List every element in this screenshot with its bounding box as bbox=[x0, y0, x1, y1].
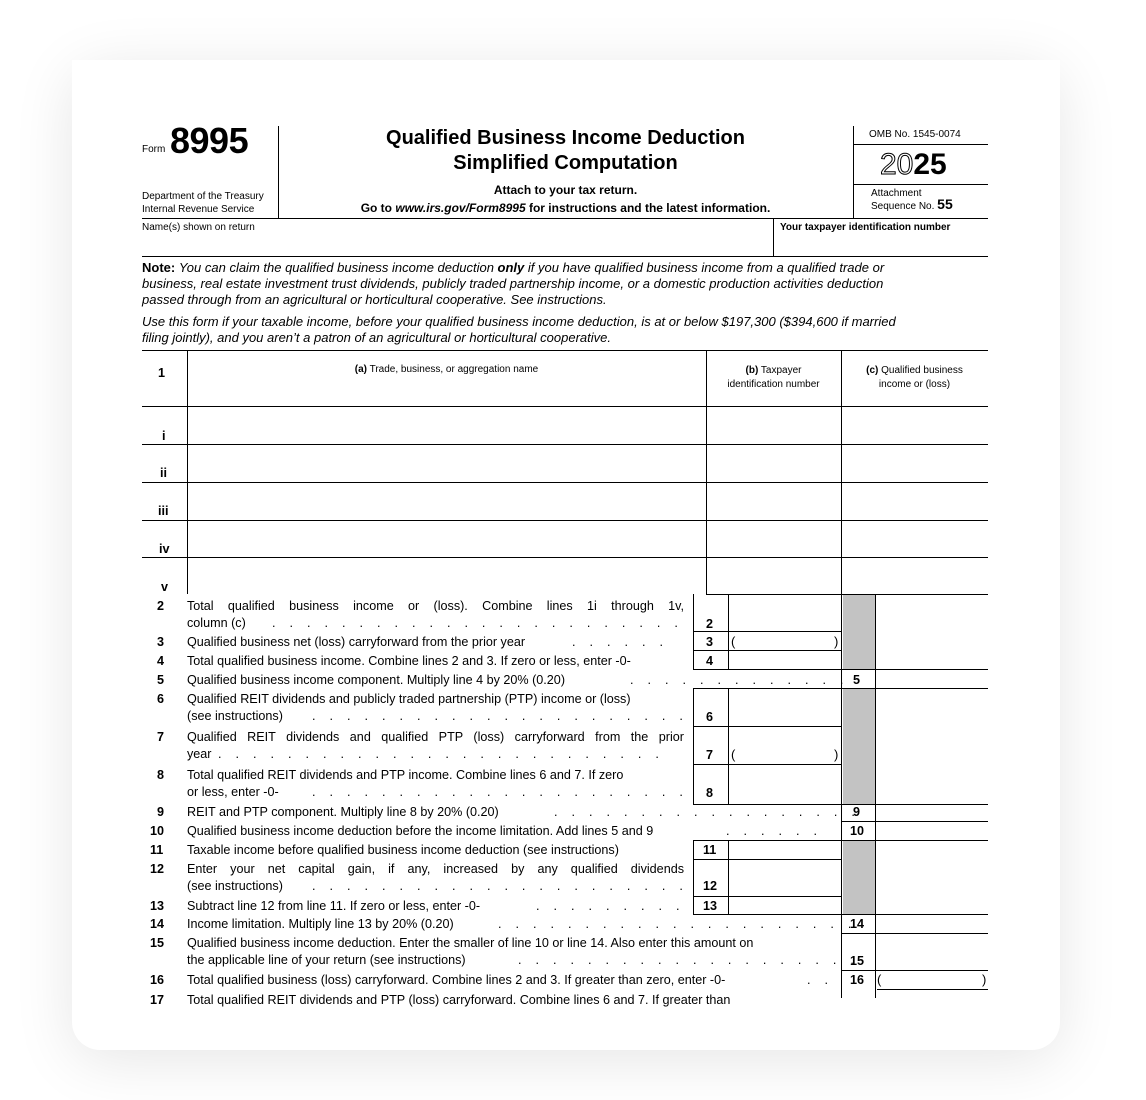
line-7-input[interactable] bbox=[738, 728, 832, 764]
row-v-income[interactable] bbox=[843, 559, 986, 594]
line-13-text: Subtract line 12 from line 11. If zero or less, enter -0- bbox=[187, 899, 481, 913]
line-14-input[interactable] bbox=[877, 916, 986, 932]
line-7-leader: . . . . . . . . . . . . . . . . . . . . . . . . . . bbox=[218, 747, 659, 761]
use-form-b: filing jointly), and you aren’t a patron of an agricultural or horticultural cooperative. bbox=[142, 330, 611, 345]
year-bold: 25 bbox=[913, 148, 947, 181]
line-15-box-label: 15 bbox=[850, 954, 865, 968]
line-9-input[interactable] bbox=[877, 805, 986, 821]
note-bold: Note: bbox=[142, 260, 176, 275]
dept-treasury: Department of the Treasury bbox=[142, 191, 264, 202]
line-3-text: Qualified business net (loss) carryforward from the prior year bbox=[187, 635, 526, 649]
line-15-text-2: the applicable line of your return (see instructions) bbox=[187, 953, 466, 967]
line-10-text: Qualified business income deduction before the income limitation. Add lines 5 and 9 bbox=[187, 824, 654, 838]
line-12-text-2: (see instructions) bbox=[187, 879, 283, 893]
row-i-income[interactable] bbox=[843, 408, 986, 444]
line-3-close-paren: ) bbox=[834, 634, 839, 649]
line-12-input[interactable] bbox=[730, 861, 839, 895]
line-5-number: 5 bbox=[157, 673, 165, 687]
line-7-number: 7 bbox=[157, 730, 165, 744]
note-only: only bbox=[497, 260, 525, 275]
row-label-iv: iv bbox=[159, 542, 170, 556]
row-v-name[interactable] bbox=[189, 559, 704, 594]
line-8-leader: . . . . . . . . . . . . . . . . . . . . . . bbox=[312, 785, 683, 799]
line-14-box-label: 14 bbox=[850, 917, 865, 931]
names-label: Name(s) shown on return bbox=[142, 222, 255, 233]
line-11-number: 11 bbox=[150, 843, 164, 857]
line-6-input[interactable] bbox=[730, 690, 839, 725]
row-label-ii: ii bbox=[160, 466, 167, 480]
line-9-leader: . . . . . . . . . . . . . . . . . . bbox=[554, 805, 855, 819]
title-line-2: Simplified Computation bbox=[453, 152, 678, 174]
line-2-leader: . . . . . . . . . . . . . . . . . . . . . . . . bbox=[272, 616, 678, 630]
row-iv-income[interactable] bbox=[843, 522, 986, 557]
line-17-text: Total qualified REIT dividends and PTP (loss) carryforward. Combine lines 6 and 7. If greater than bbox=[187, 993, 731, 1007]
line-4-input[interactable] bbox=[730, 652, 839, 669]
row-ii-name[interactable] bbox=[189, 446, 704, 482]
line-3-open-paren: ( bbox=[731, 634, 736, 649]
row-iv-tin[interactable] bbox=[708, 522, 839, 557]
tin-label: Your taxpayer identification number bbox=[780, 222, 951, 233]
line-17-number: 17 bbox=[150, 993, 165, 1007]
line-2-text-1: Total qualified business income or (loss). Combine lines 1i through 1v, bbox=[187, 599, 684, 613]
line-8-box-label: 8 bbox=[706, 786, 714, 800]
line-3-box-label: 3 bbox=[706, 635, 714, 649]
row-ii-income[interactable] bbox=[843, 446, 986, 482]
line-9-box-label: 9 bbox=[853, 805, 861, 819]
line-10-number: 10 bbox=[150, 824, 165, 838]
line-13-number: 13 bbox=[150, 899, 165, 913]
note-paragraph bbox=[142, 260, 988, 308]
row-iii-income[interactable] bbox=[843, 484, 986, 520]
use-form-a: Use this form if your taxable income, before your qualified business income deduction, is at or below $197,300 ($394,600 if married bbox=[142, 314, 896, 329]
line-15-text-1: Qualified business income deduction. Enter the smaller of line 10 or line 14. Also enter this amount on bbox=[187, 936, 754, 950]
form-word: Form bbox=[142, 144, 166, 155]
sequence-label: Sequence No. bbox=[871, 201, 935, 212]
line-10-input[interactable] bbox=[877, 823, 986, 839]
note-text-a: You can claim the qualified business income deduction bbox=[178, 260, 498, 275]
line-1-number: 1 bbox=[158, 366, 166, 380]
tin-field[interactable] bbox=[778, 235, 986, 255]
line-9-number: 9 bbox=[157, 805, 165, 819]
attach-instruction: Attach to your tax return. bbox=[493, 183, 638, 197]
line-13-leader: . . . . . . . . . bbox=[536, 899, 680, 913]
row-label-v: v bbox=[161, 580, 169, 594]
line-2-number: 2 bbox=[157, 599, 165, 613]
line-6-number: 6 bbox=[157, 692, 165, 706]
use-form-paragraph bbox=[142, 314, 988, 346]
line-5-box-label: 5 bbox=[853, 673, 861, 687]
line-5-text: Qualified business income component. Multiply line 4 by 20% (0.20) bbox=[187, 673, 566, 687]
line-2-text-2: column (c) bbox=[187, 616, 246, 630]
line-14-number: 14 bbox=[150, 917, 165, 931]
shade-block-3 bbox=[843, 840, 875, 914]
line-3-number: 3 bbox=[157, 635, 165, 649]
line-8-text-1: Total qualified REIT dividends and PTP income. Combine lines 6 and 7. If zero bbox=[187, 768, 624, 782]
line-3-leader: . . . . . . bbox=[572, 635, 663, 649]
line-7-box-label: 7 bbox=[706, 748, 714, 762]
attachment-sequence bbox=[871, 188, 953, 212]
line-16-text: Total qualified business (loss) carryforward. Combine lines 2 and 3. If greater than zero, enter -0- bbox=[187, 973, 726, 987]
line-10-box-label: 10 bbox=[850, 824, 865, 838]
title-line-1: Qualified Business Income Deduction bbox=[386, 127, 745, 149]
tax-year bbox=[880, 148, 947, 182]
line-11-input[interactable] bbox=[730, 842, 839, 859]
form-page bbox=[72, 60, 1060, 1007]
row-iii-name[interactable] bbox=[189, 484, 704, 520]
line-6-text-2: (see instructions) bbox=[187, 709, 283, 723]
row-label-iii: iii bbox=[158, 504, 169, 518]
form-title bbox=[278, 126, 853, 176]
line-8-input[interactable] bbox=[730, 766, 839, 802]
attachment-label: Attachment bbox=[871, 188, 922, 199]
line-12-text-1: Enter your net capital gain, if any, increased by any qualified dividends bbox=[187, 862, 684, 876]
year-outline: 20 bbox=[880, 148, 914, 181]
line-3-input[interactable] bbox=[738, 633, 832, 650]
line-12-leader: . . . . . . . . . . . . . . . . . . . . . . bbox=[312, 879, 683, 893]
note-text-c: if you have qualified business income from a qualified trade or bbox=[524, 260, 885, 275]
row-v-tin[interactable] bbox=[708, 559, 839, 594]
goto-suffix: for instructions and the latest information. bbox=[525, 201, 771, 215]
sequence-number: 55 bbox=[937, 196, 953, 212]
line-6-text-1: Qualified REIT dividends and publicly traded partnership (PTP) income or (loss) bbox=[187, 692, 631, 706]
note-text-d: business, real estate investment trust dividends, publicly traded partnership income, or a domestic production activities deduction bbox=[142, 276, 884, 291]
line-14-leader: . . . . . . . . . . . . . . . . . . . . . bbox=[498, 917, 852, 931]
line-7-close-paren: ) bbox=[834, 747, 839, 762]
line-15-leader: . . . . . . . . . . . . . . . . . . . . bbox=[518, 953, 854, 967]
line-4-number: 4 bbox=[157, 654, 165, 668]
line-5-leader: . . . . . . . . . . . . . bbox=[630, 673, 844, 687]
line-6-box-label: 6 bbox=[706, 710, 714, 724]
goto-prefix: Go to bbox=[360, 201, 396, 215]
line-5-input[interactable] bbox=[877, 671, 986, 688]
line-15-number: 15 bbox=[150, 936, 165, 950]
row-i-tin[interactable] bbox=[708, 408, 839, 444]
line-2-box-label: 2 bbox=[706, 617, 714, 631]
row-label-i: i bbox=[162, 429, 166, 443]
line-7-text-1: Qualified REIT dividends and qualified PTP (loss) carryforward from the prior bbox=[187, 730, 684, 744]
line-15-input[interactable] bbox=[877, 935, 986, 969]
line-6-leader: . . . . . . . . . . . . . . . . . . . . . . bbox=[312, 709, 683, 723]
irs-label: Internal Revenue Service bbox=[142, 204, 255, 215]
shade-block-2 bbox=[843, 688, 875, 804]
irs-link[interactable]: www.irs.gov/Form8995 bbox=[395, 201, 526, 215]
goto-instruction bbox=[278, 201, 853, 215]
row-ii-tin[interactable] bbox=[708, 446, 839, 482]
omb-number: OMB No. 1545-0074 bbox=[869, 129, 961, 140]
line-11-text: Taxable income before qualified business income deduction (see instructions) bbox=[187, 843, 619, 857]
line-7-text-2: year bbox=[187, 747, 212, 761]
line-12-number: 12 bbox=[150, 862, 165, 876]
line-13-box-label: 13 bbox=[703, 899, 718, 913]
names-field[interactable] bbox=[144, 235, 769, 255]
line-16-number: 16 bbox=[150, 973, 165, 987]
line-16-box-label: 16 bbox=[850, 973, 865, 987]
row-i-name[interactable] bbox=[189, 408, 704, 444]
line-16-close-paren: ) bbox=[982, 972, 987, 987]
form-number: 8995 bbox=[170, 120, 249, 161]
col-c-header: (c) Qualified business income or (loss) bbox=[866, 365, 963, 390]
shade-block-1 bbox=[843, 595, 875, 669]
line-2-input[interactable] bbox=[730, 596, 839, 631]
line-10-leader: . . . . . . bbox=[726, 824, 817, 838]
line-16-open-paren: ( bbox=[877, 972, 882, 987]
line-16-input[interactable] bbox=[884, 972, 980, 988]
col-a-header: (a) Trade, business, or aggregation name bbox=[354, 364, 539, 375]
line-9-text: REIT and PTP component. Multiply line 8 by 20% (0.20) bbox=[187, 805, 499, 819]
line-8-text-2: or less, enter -0- bbox=[187, 785, 279, 799]
line-8-number: 8 bbox=[157, 768, 165, 782]
line-7-open-paren: ( bbox=[731, 747, 736, 762]
line-11-box-label: 11 bbox=[703, 843, 717, 857]
line-16-leader: . . bbox=[807, 973, 828, 987]
row-iv-name[interactable] bbox=[189, 522, 704, 557]
col-b-header: (b) Taxpayer identification number bbox=[727, 365, 820, 390]
line-13-input[interactable] bbox=[730, 898, 839, 914]
note-text-e: passed through from an agricultural or horticultural cooperative. See instructions. bbox=[142, 292, 607, 307]
line-12-box-label: 12 bbox=[703, 879, 718, 893]
line-4-text: Total qualified business income. Combine lines 2 and 3. If zero or less, enter -0- bbox=[187, 654, 631, 668]
line-14-text: Income limitation. Multiply line 13 by 20% (0.20) bbox=[187, 917, 454, 931]
line-4-box-label: 4 bbox=[706, 654, 714, 668]
row-iii-tin[interactable] bbox=[708, 484, 839, 520]
